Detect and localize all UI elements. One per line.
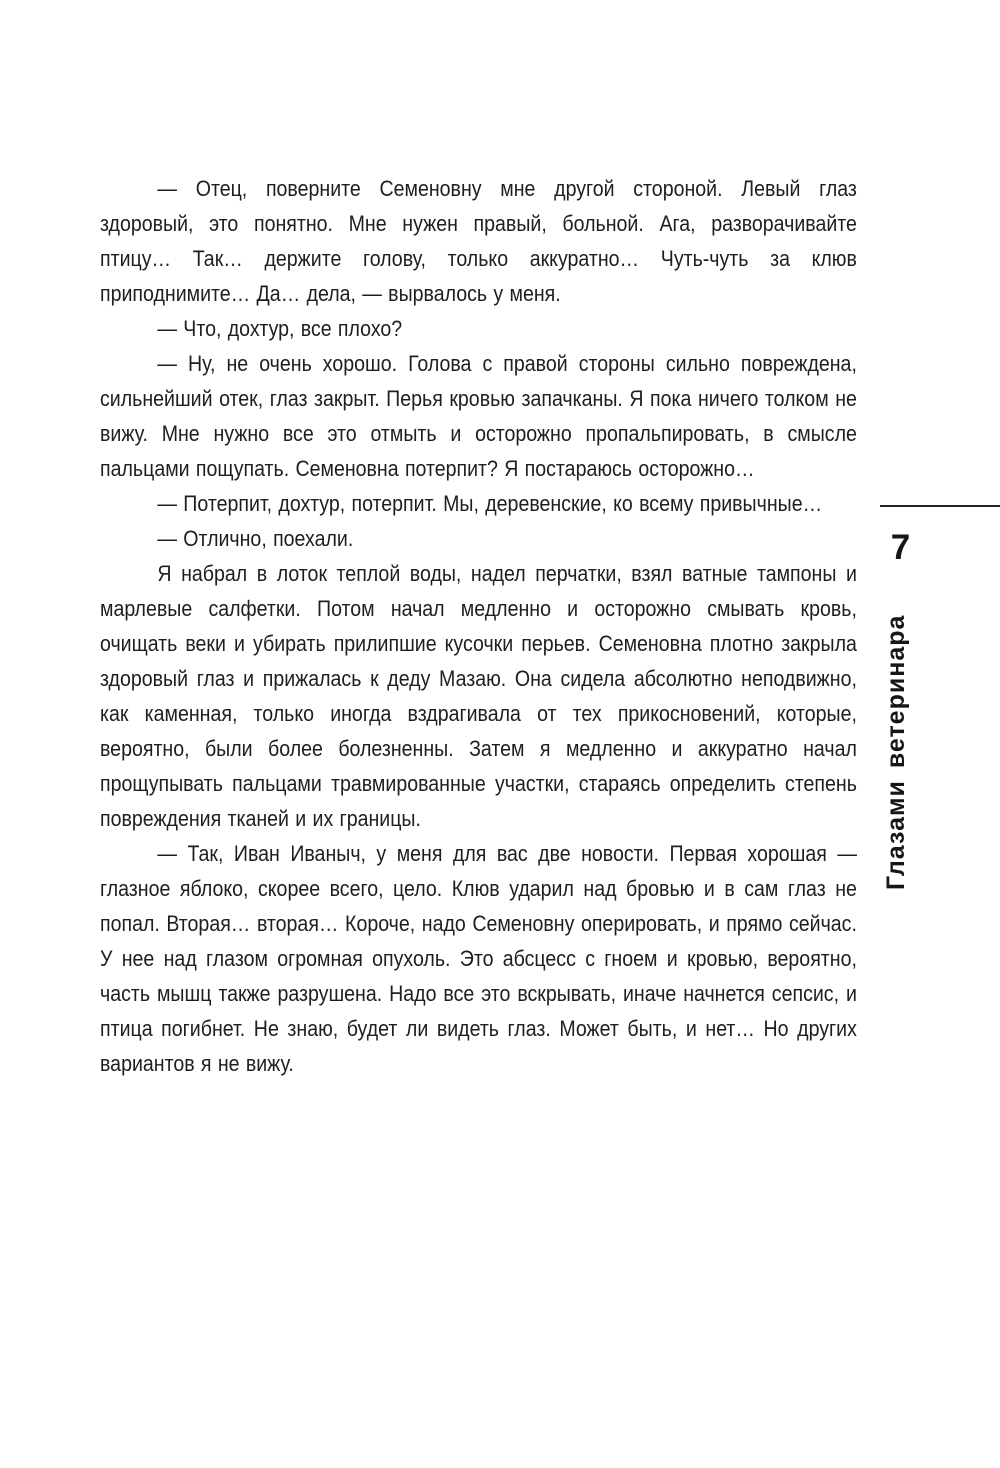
paragraph: — Отец, поверните Семеновну мне другой стороной. Левый глаз здоровый, это понятно. Мне нужен правый, больной. Ага, разворачивайте птицу… Так… держите голову, только аккуратно… Чуть-чуть за клюв приподнимите… Да… дела, — вырвалось у меня. <box>100 176 857 306</box>
page-number: 7 <box>890 528 910 567</box>
paragraph: — Что, дохтур, все плохо? <box>157 316 403 341</box>
running-title: Глазами ветеринара <box>882 614 910 890</box>
paragraph: Я набрал в лоток теплой воды, надел перчатки, взял ватные тампоны и марлевые салфетки. Потом начал медленно и осторожно смывать кровь, очищать веки и убирать прилипшие кусочки перьев. Семеновна плотно закрыла здоровый глаз и прижалась к деду Мазаю. Она сидела абсолютно неподвижно, как каменная, только иногда вздрагивала от тех прикосновений, которые, вероятно, были более болезненны. Затем я медленно и аккуратно начал прощупывать пальцами травмированные участки, стараясь определить степень повреждения тканей и их границы. <box>100 561 857 831</box>
paragraph: — Ну, не очень хорошо. Голова с правой стороны сильно повреждена, сильнейший отек, глаз закрыт. Перья кровью запачканы. Я пока ничего толком не вижу. Мне нужно все это отмыть и осторожно пропальпировать, в смысле пальцами пощупать. Семеновна потерпит? Я постараюсь осторожно… <box>100 351 857 481</box>
paragraph: — Потерпит, дохтур, потерпит. Мы, деревенские, ко всему привычные… <box>157 491 823 516</box>
margin-rule <box>880 505 1000 507</box>
body-text-block <box>100 171 857 1081</box>
paragraph: — Так, Иван Иваныч, у меня для вас две новости. Первая хорошая — глазное яблоко, скорее всего, цело. Клюв ударил над бровью и в сам глаз не попал. Вторая… вторая… Короче, надо Семеновну оперировать, и прямо сейчас. У нее над глазом огромная опухоль. Это абсцесс с гноем и кровью, вероятно, часть мышц также разрушена. Надо все это вскрывать, иначе начнется сепсис, и птица погибнет. Не знаю, будет ли видеть глаз. Может быть, и нет… Но других вариантов я не вижу. <box>100 841 857 1076</box>
paragraph: — Отлично, поехали. <box>157 526 354 551</box>
